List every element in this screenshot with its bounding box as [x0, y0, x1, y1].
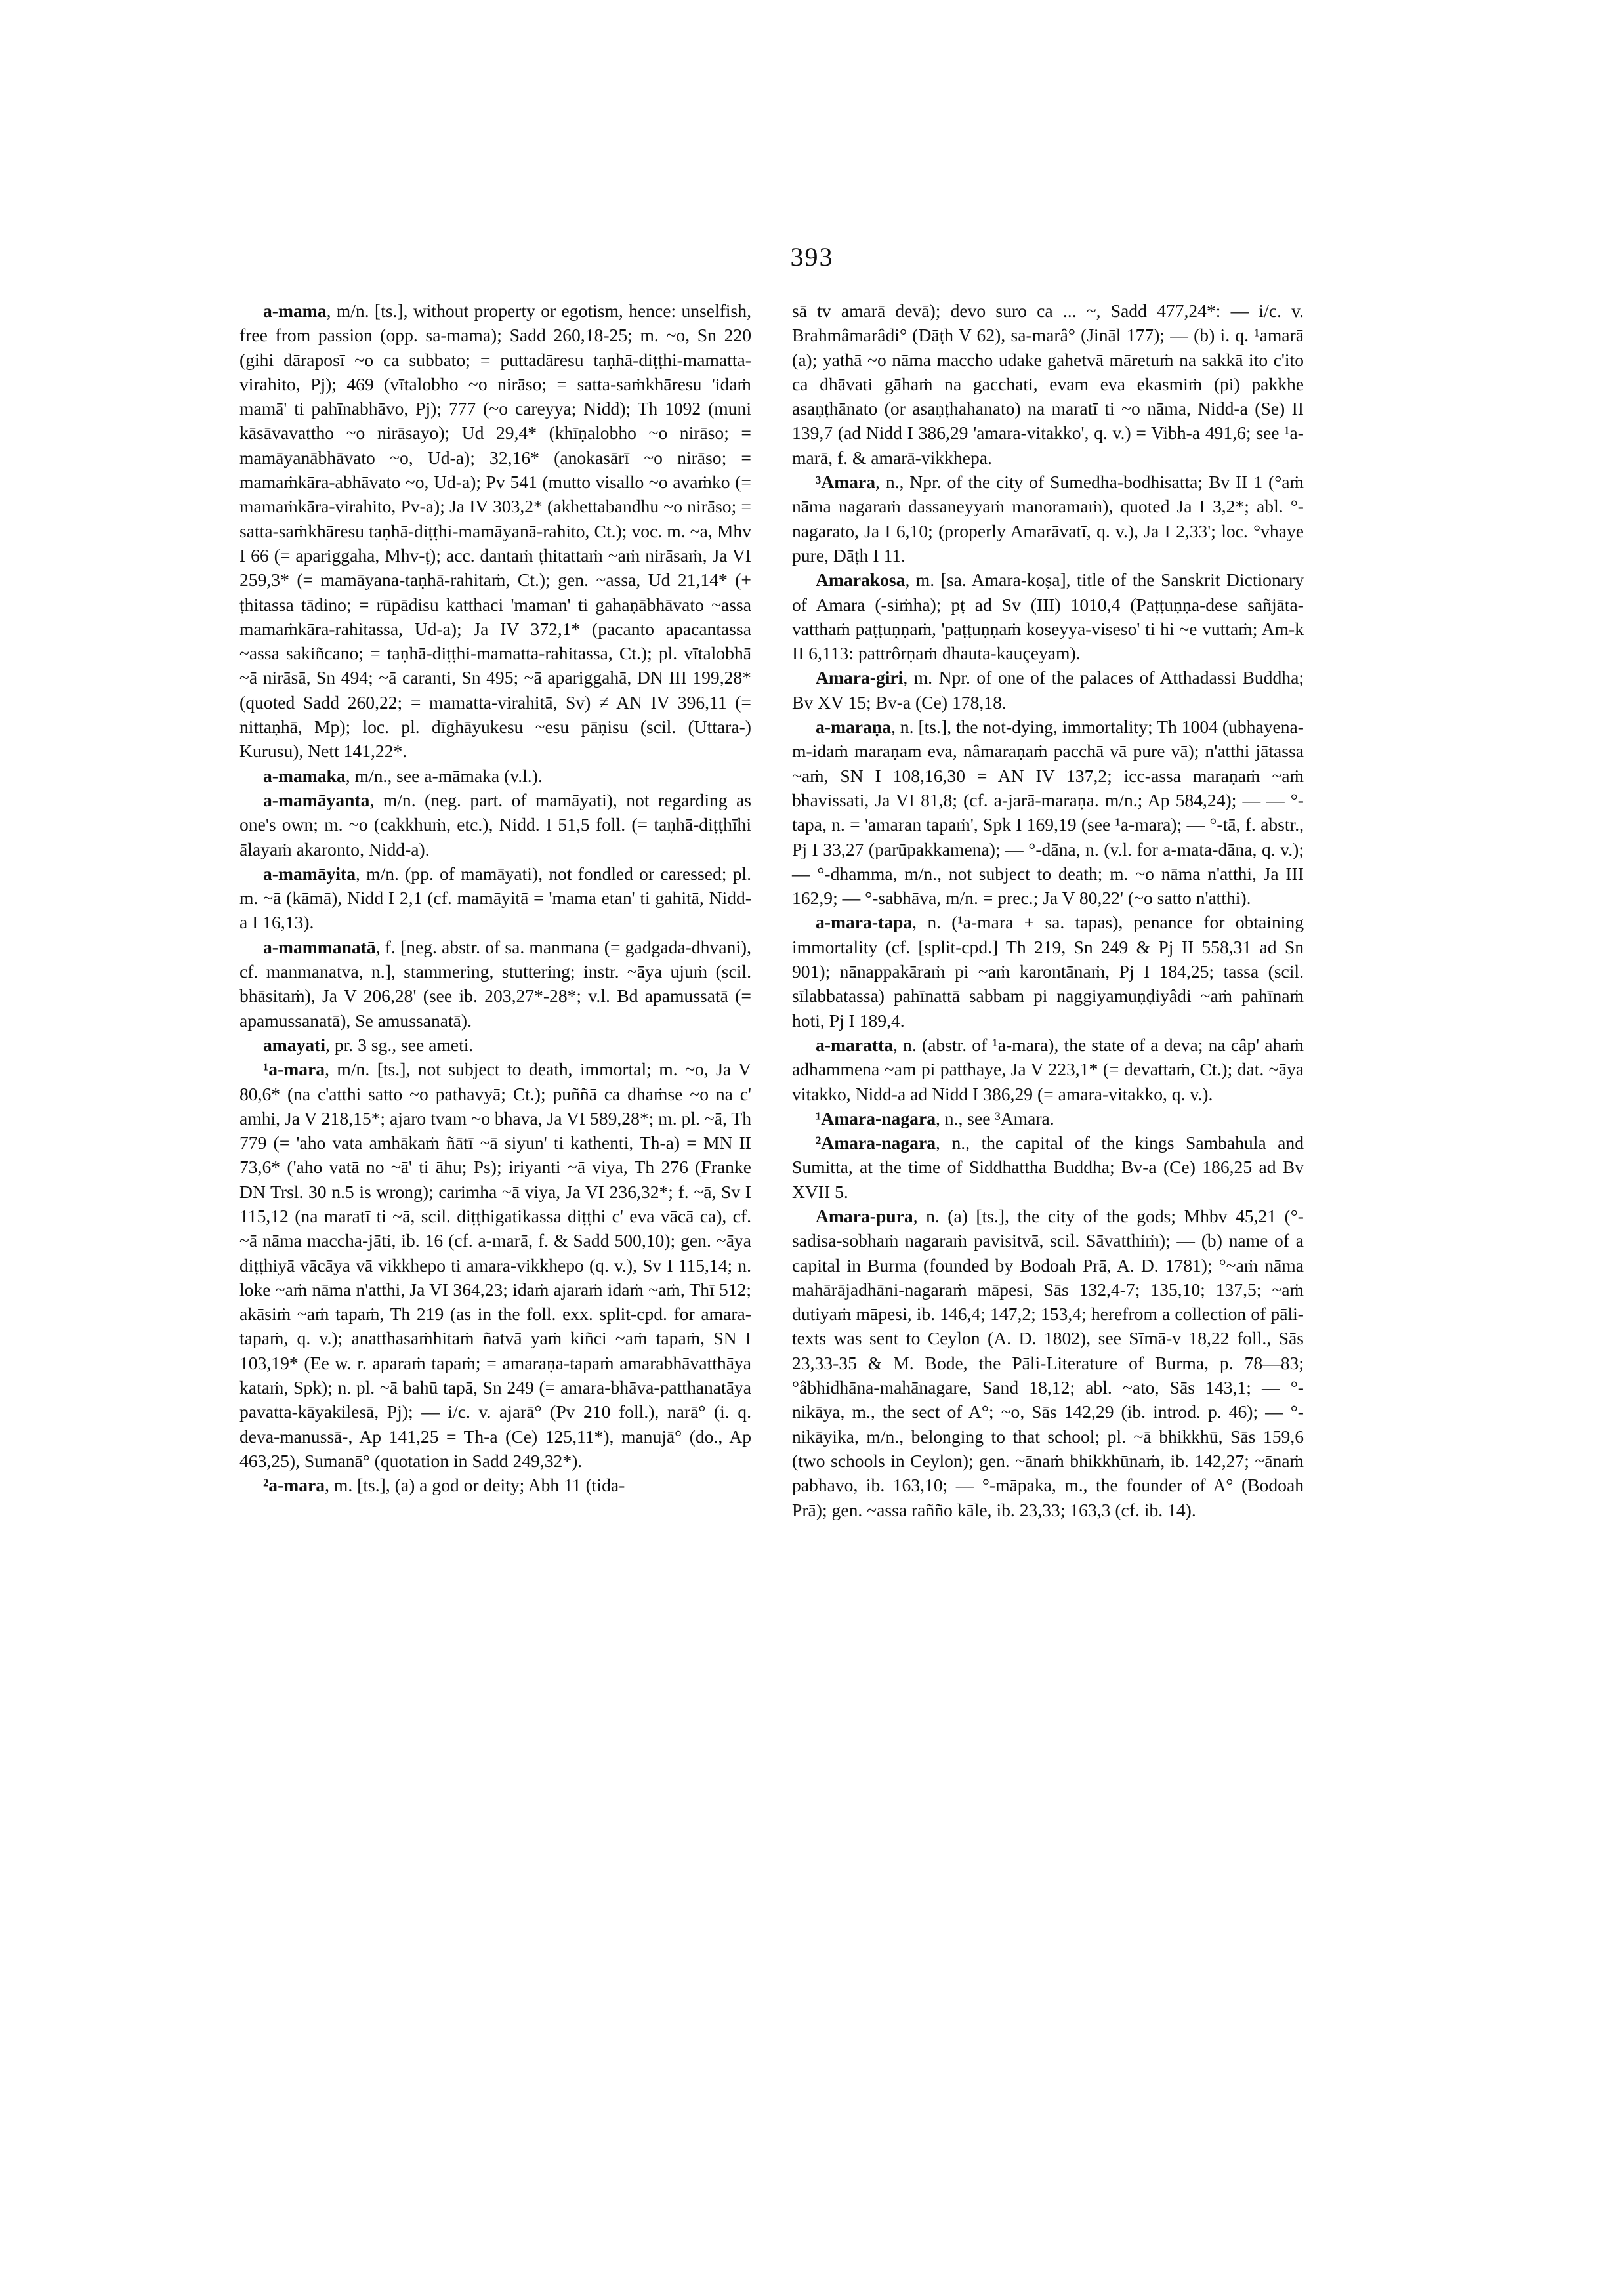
headword: ³Amara: [816, 472, 876, 493]
headword: a-maratta: [816, 1034, 893, 1055]
entry-body: , n. (¹a-mara + sa. tapas), penance for obtaining immortality (cf. [split-cpd.] Th 219, Sn 249 & Pj II 558,31 ad Sn 901); nānappakāraṁ pi ~aṁ karontānaṁ, Pj I 184,25; tassa (scil. sīlabbatassa) pahīnattā sabbam pi naggiyamuṇḍiyâdi ~aṁ pahīnaṁ hoti, Pj I 189,4.: [792, 912, 1304, 1031]
entry-body: sā tv amarā devā); devo suro ca ... ~, Sadd 477,24*: — i/c. v. Brahmâmarâdi° (Dāṭh V 62), sa-marâ° (Jināl 177); — (b) i. q. ¹amarā (a); yathā ~o nāma maccho udake gahetvā māretuṁ na sakkā ito c'ito ca dhāvati gāhaṁ na gacchati, evam eva ekasmiṁ (pi) pakkhe asaṇṭhānato (or asaṇṭhahanato) na maratī ti ~o nāma, Nidd-a (Se) II 139,7 (ad Nidd I 386,29 'amara-vitakko', q. v.) = Vibh-a 491,6; see ¹a-marā, f. & amarā-vikkhepa.: [792, 300, 1304, 468]
headword: a-mammanatā: [263, 936, 376, 957]
entry-body: , m/n., see a-māmaka (v.l.).: [345, 765, 543, 786]
entry-body: , m/n. (pp. of mamāyati), not fondled or caressed; pl. m. ~ā (kāmā), Nidd I 2,1 (cf. mamāyitā = 'mama etan' ti gahitā, Nidd-a I 16,13).: [239, 863, 751, 933]
entry-a-mammanata: [239, 935, 751, 1033]
entry-amara-nagara-1: [792, 1106, 1304, 1130]
entry-body: , n. (abstr. of ¹a-mara), the state of a deva; na câp' ahaṁ adhammena ~am pi patthaye, Ja V 223,1* (= devattaṁ, Ct.); dat. ~āya vitakko, Nidd-a ad Nidd I 386,29 (= amara-vitakko, q. v.).: [792, 1034, 1304, 1104]
headword: a-mamāyanta: [263, 789, 370, 810]
entry-a-mara-tapa: [792, 910, 1304, 1032]
entry-body: , m/n. [ts.], not subject to death, immortal; m. ~o, Ja V 80,6* (na c'atthi satto ~o pathavyā; Ct.); puññā ca dhaṁse ~o na c' amhi, Ja V 218,15*; ajaro tvam ~o bhava, Ja VI 589,28*; m. pl. ~ā, Th 779 (= 'aho vata amhākaṁ ñātī ~ā siyun' ti kathenti, Th-a) = MN II 73,6* ('aho vatā no ~ā' ti āhu; Ps); iriyanti ~ā viya, Th 276 (Franke DN Trsl. 30 n.5 is wrong); carimha ~ā viya, Ja VI 236,32*; f. ~ā, Sv I 115,12 (na maratī ti ~ā, scil. diṭṭhigatikassa diṭṭhi c' eva vācā ca), cf. ~ā nāma maccha-jāti, ib. 16 (cf. a-marā, f. & Sadd 500,10); gen. ~āya diṭṭhiyā vācāya vā vikkhepo ti amara-vikkhepo (q. v.), Sv I 115,14; n. loke ~aṁ nāma n'atthi, Ja VI 364,23; idaṁ ajaraṁ idaṁ ~aṁ, Thī 512; akāsiṁ ~aṁ tapaṁ, Th 219 (as in the foll. exx. split-cpd. for amara-tapaṁ, q. v.); anatthasaṁhitaṁ ñatvā yaṁ kiñci ~aṁ tapaṁ, SN I 103,19* (Ee w. r. aparaṁ tapaṁ; = amaraṇa-tapaṁ amarabhāvatthāya kataṁ, Spk); n. pl. ~ā bahū tapā, Sn 249 (= amara-bhāva-patthanatāya pavatta-kāyakilesā, Pj); — i/c. v. ajarā° (Pv 210 foll.), narā° (i. q. deva-manussā-, Ap 141,25 = Th-a (Ce) 125,11*), manujā° (do., Ap 463,25), Sumanā° (quotation in Sadd 249,32*).: [239, 1059, 751, 1471]
entry-body: , m/n. (neg. part. of mamāyati), not regarding as one's own; m. ~o (cakkhuṁ, etc.), Nidd. I 51,5 foll. (= taṇhā-diṭṭhīhi ālayaṁ akaronto, Nidd-a).: [239, 789, 751, 859]
entry-a-mamayanta: [239, 788, 751, 861]
entry-body: , m. [sa. Amara-koṣa], title of the Sanskrit Dictionary of Amara (-siṁha); pṭ ad Sv (III) 1010,4 (Paṭṭuṇṇa-dese sañjāta-vatthaṁ paṭṭuṇṇaṁ, 'paṭṭuṇṇaṁ koseyya-viseso' ti hi ~e vuttaṁ; Am-k II 6,113: pattrôrṇaṁ dhauta-kauçeyam).: [792, 569, 1304, 664]
entry-amayati: [239, 1033, 751, 1057]
headword: Amara-giri: [816, 667, 904, 688]
headword: ²Amara-nagara: [816, 1132, 936, 1153]
headword: ¹a-mara: [263, 1059, 325, 1080]
entry-a-mamayita: [239, 861, 751, 935]
entry-a-mara-1: [239, 1057, 751, 1473]
headword: a-maraṇa: [816, 716, 891, 737]
headword: a-mara-tapa: [816, 912, 913, 933]
headword: Amara-pura: [816, 1205, 913, 1226]
entry-body: , m. Npr. of one of the palaces of Atthadassi Buddha; Bv XV 15; Bv-a (Ce) 178,18.: [792, 667, 1304, 713]
headword: amayati: [263, 1034, 326, 1055]
entry-amarakosa: [792, 568, 1304, 665]
entry-amara-pura: [792, 1204, 1304, 1522]
entry-body: , f. [neg. abstr. of sa. manmana (= gadgada-dhvani), cf. manmanatva, n.], stammering, stuttering; instr. ~āya ujuṁ (scil. bhāsitaṁ), Ja V 206,28' (see ib. 203,27*-28*; v.l. Bd apamussatā (= apamussanatā), Se amussanatā).: [239, 936, 751, 1031]
entry-body: , n. (a) [ts.], the city of the gods; Mhbv 45,21 (°-sadisa-sobhaṁ nagaraṁ pavisitvā, scil. Sāvatthiṁ); — (b) name of a capital in Burma (founded by Bodoah Prā, A. D. 1781); °~aṁ nāma mahārājadhāni-nagaraṁ māpesi, Sās 132,4-7; 135,10; 137,5; ~aṁ dutiyaṁ māpesi, ib. 146,4; 147,2; 153,4; herefrom a collection of pāli-texts was sent to Ceylon (A. D. 1802), see Sīmā-v 18,22 foll., Sās 23,33-35 & M. Bode, the Pāli-Literature of Burma, p. 78—83; °âbhidhāna-mahānagare, Sand 18,12; abl. ~ato, Sās 143,1; — °-nikāya, m., the sect of A°; ~o, Sās 142,29 (ib. introd. p. 46); — °-nikāyika, m/n., belonging to that school; pl. ~ā bhikkhū, Sās 159,6 (two schools in Ceylon); gen. ~ānaṁ bhikkhūnaṁ, ib. 142,27; ~ānaṁ pabhavo, ib. 163,10; — °-māpaka, m., the founder of A° (Bodoah Prā); gen. ~assa rañño kāle, ib. 23,33; 163,3 (cf. ib. 14).: [792, 1205, 1304, 1520]
entry-body: , m. [ts.], (a) a god or deity; Abh 11 (tida-: [325, 1475, 625, 1496]
entry-amara-3: [792, 470, 1304, 568]
entry-amara-giri: [792, 665, 1304, 714]
right-column: [792, 299, 1304, 1522]
entry-a-mama: [239, 299, 751, 764]
page-number: 393: [790, 242, 834, 272]
entry-a-maratta: [792, 1033, 1304, 1106]
entry-body: , n., Npr. of the city of Sumedha-bodhisatta; Bv II 1 (°aṁ nāma nagaraṁ dassaneyyaṁ manoramaṁ), quoted Ja I 3,2*; abl. °-nagarato, Ja I 6,10; (properly Amarāvatī, q. v.), Ja I 2,33'; loc. °vhaye pure, Dāṭh I 11.: [792, 472, 1304, 566]
headword: ²a-mara: [263, 1475, 325, 1496]
entry-body: , n., see ³Amara.: [936, 1107, 1054, 1128]
entry-a-mara-2: [239, 1473, 751, 1497]
left-column: [239, 299, 751, 1498]
entry-amara-nagara-2: [792, 1130, 1304, 1204]
entry-a-mamaka: [239, 764, 751, 788]
entry-body: , n. [ts.], the not-dying, immortality; Th 1004 (ubhayena-m-idaṁ maraṇam eva, nâmaraṇaṁ pacchā vā pure vā); n'atthi jātassa ~aṁ, SN I 108,16,30 = AN IV 137,2; icc-assa maraṇaṁ ~aṁ bhavissati, Ja VI 81,8; (cf. a-jarā-maraṇa. m/n.; Ap 584,24); — — °-tapa, n. = 'amaran tapaṁ', Spk I 169,19 (see ¹a-mara); — °-tā, f. abstr., Pj I 33,27 (parūpakkamena); — °-dāna, n. (v.l. for a-mata-dāna, q. v.); — °-dhamma, m/n., not subject to death; m. ~o nāma n'atthi, Ja III 162,9; — °-sabhāva, m/n. = prec.; Ja V 80,22' (~o satto n'atthi).: [792, 716, 1304, 909]
headword: ¹Amara-nagara: [816, 1107, 936, 1128]
entry-body: , m/n. [ts.], without property or egotism, hence: unselfish, free from passion (opp. sa-mama); Sadd 260,18-25; m. ~o, Sn 220 (gihi dāraposī ~o ca subbato; = puttadāresu taṇhā-diṭṭhi-mamatta-virahito, Pj); 469 (vītalobho ~o nirāso; = satta-saṁkhāresu 'idaṁ mamā' ti pahīnabhāvo, Pj); 777 (~o careyya; Nidd); Th 1092 (muni kāsāvavattho ~o nirāsayo); Ud 29,4* (khīṇalobho ~o nirāso; = mamāyanābhāvato ~o, Ud-a); 32,16* (anokasārī ~o nirāso; = mamaṁkāra-abhāvato ~o, Ud-a); Pv 541 (mutto visallo ~o avaṁko (= mamaṁkāra-virahito, Pv-a); Ja IV 303,2* (akhettabandhu ~o nirāso; = satta-saṁkhāresu taṇhā-diṭṭhi-mamāyanā-rahito, Ct.); voc. m. ~a, Mhv I 66 (= apariggaha, Mhv-ṭ); acc. dantaṁ ṭhitattaṁ ~aṁ nirāsaṁ, Ja VI 259,3* (= mamāyana-taṇhā-rahitaṁ, Ct.); gen. ~assa, Ud 21,14* (+ ṭhitassa tādino; = rūpādisu katthaci 'maman' ti gahaṇābhāvato ~assa mamaṁkāra-rahitassa, Ud-a); Ja IV 372,1* (pacanto apacantassa ~assa sakiñcano; = taṇhā-diṭṭhi-mamatta-rahitassa, Ct.); pl. vītalobhā ~ā nirāsā, Sn 494; ~ā caranti, Sn 495; ~ā apariggahā, DN III 199,28* (quoted Sadd 260,22; = mamatta-virahitā, Sv) ≠ AN IV 396,11 (= nittaṇhā, Mp); loc. pl. dīghāyukesu ~esu pāṇisu (scil. (Uttara-) Kurusu), Nett 141,22*.: [239, 300, 751, 762]
entry-a-mara-2-continued: [792, 299, 1304, 470]
headword: Amarakosa: [816, 569, 906, 590]
entry-body: , pr. 3 sg., see ameti.: [325, 1034, 474, 1055]
headword: a-mamaka: [263, 765, 346, 786]
entry-body: , n., the capital of the kings Sambahula and Sumitta, at the time of Siddhattha Buddha; Bv-a (Ce) 186,25 ad Bv XVII 5.: [792, 1132, 1304, 1202]
entry-a-marana: [792, 714, 1304, 910]
headword: a-mamāyita: [263, 863, 356, 884]
headword: a-mama: [263, 300, 327, 321]
